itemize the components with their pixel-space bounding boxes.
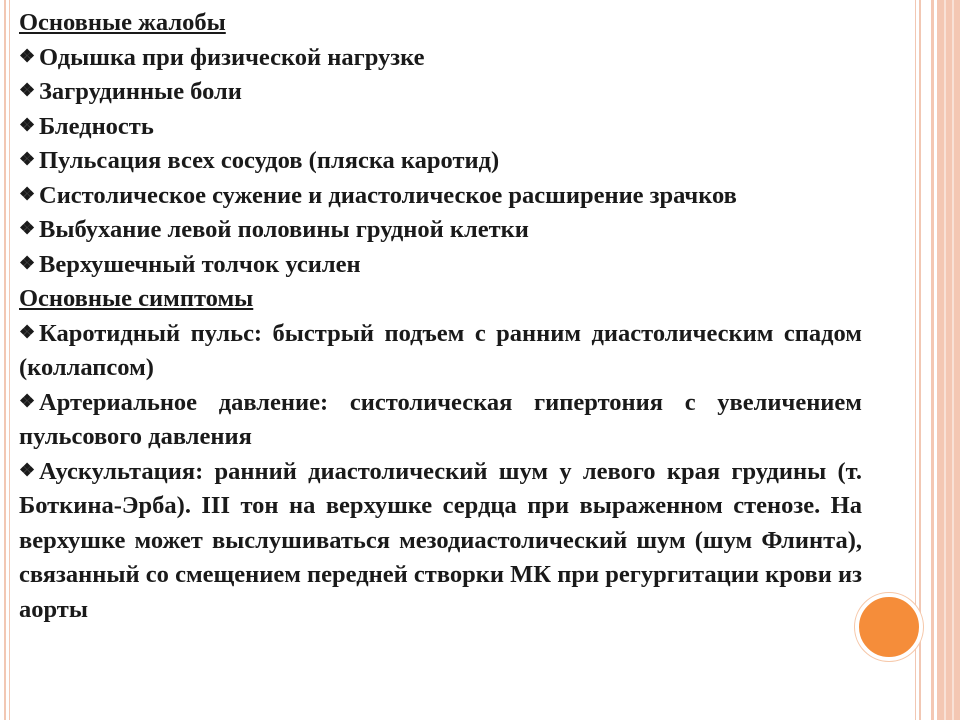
- list-item: [19, 75, 862, 110]
- list-item-text: Выбухание левой половины грудной клетки: [39, 216, 529, 243]
- list-item: [19, 144, 862, 179]
- list-item: [19, 455, 862, 628]
- section-heading-complaints: Основные жалобы: [19, 9, 226, 36]
- list-item: [19, 317, 862, 386]
- list-item: [19, 179, 862, 214]
- slide-content: [19, 6, 862, 627]
- diamond-bullet-icon: ❖: [19, 390, 36, 411]
- list-item-text: Одышка при физической нагрузке: [39, 43, 425, 71]
- diamond-bullet-icon: ❖: [19, 183, 36, 204]
- list-item-text: Бледность: [39, 112, 154, 140]
- section-heading-symptoms: Основные симптомы: [19, 285, 254, 312]
- diamond-bullet-icon: ❖: [19, 321, 36, 342]
- diamond-bullet-icon: ❖: [19, 218, 36, 238]
- diamond-bullet-icon: ❖: [19, 114, 36, 135]
- diamond-bullet-icon: ❖: [19, 149, 36, 169]
- side-decor-band: [937, 0, 960, 720]
- list-item: [19, 41, 862, 76]
- list-item-text: Каротидный пульс: быстрый подъем с ранним диастолическим спадом (коллапсом): [19, 319, 862, 381]
- list-item-text: Загрудинные боли: [39, 78, 242, 105]
- list-item-text: Верхушечный толчок усилен: [39, 250, 361, 278]
- list-item-text: Артериальное давление: систолическая гипертония с увеличением пульсового давления: [19, 388, 862, 450]
- side-decor-stripe: [952, 0, 954, 720]
- diamond-bullet-icon: ❖: [19, 80, 36, 100]
- list-item: [19, 213, 862, 248]
- side-decor-stripe: [944, 0, 946, 720]
- list-item: [19, 386, 862, 455]
- list-item-text: Пульсация всех сосудов (пляска каротид): [39, 147, 500, 174]
- decorative-circle: [855, 593, 923, 661]
- list-item: [19, 248, 862, 283]
- list-item-text: Систолическое сужение и диастолическое расширение зрачков: [39, 181, 737, 209]
- list-item: [19, 110, 862, 145]
- list-item-text: Аускультация: ранний диастолический шум у левого края грудины (т. Боткина-Эрба). III тон на верхушке сердца при выраженном стенозе. На верхушке может выслушиваться мезодиастолический шум (шум Флинта), связанный со смещением передней створки МК при регургитации крови из аорты: [19, 457, 862, 623]
- side-decor-stripe: [931, 0, 934, 720]
- diamond-bullet-icon: ❖: [19, 252, 36, 273]
- diamond-bullet-icon: ❖: [19, 459, 36, 480]
- diamond-bullet-icon: ❖: [19, 45, 36, 66]
